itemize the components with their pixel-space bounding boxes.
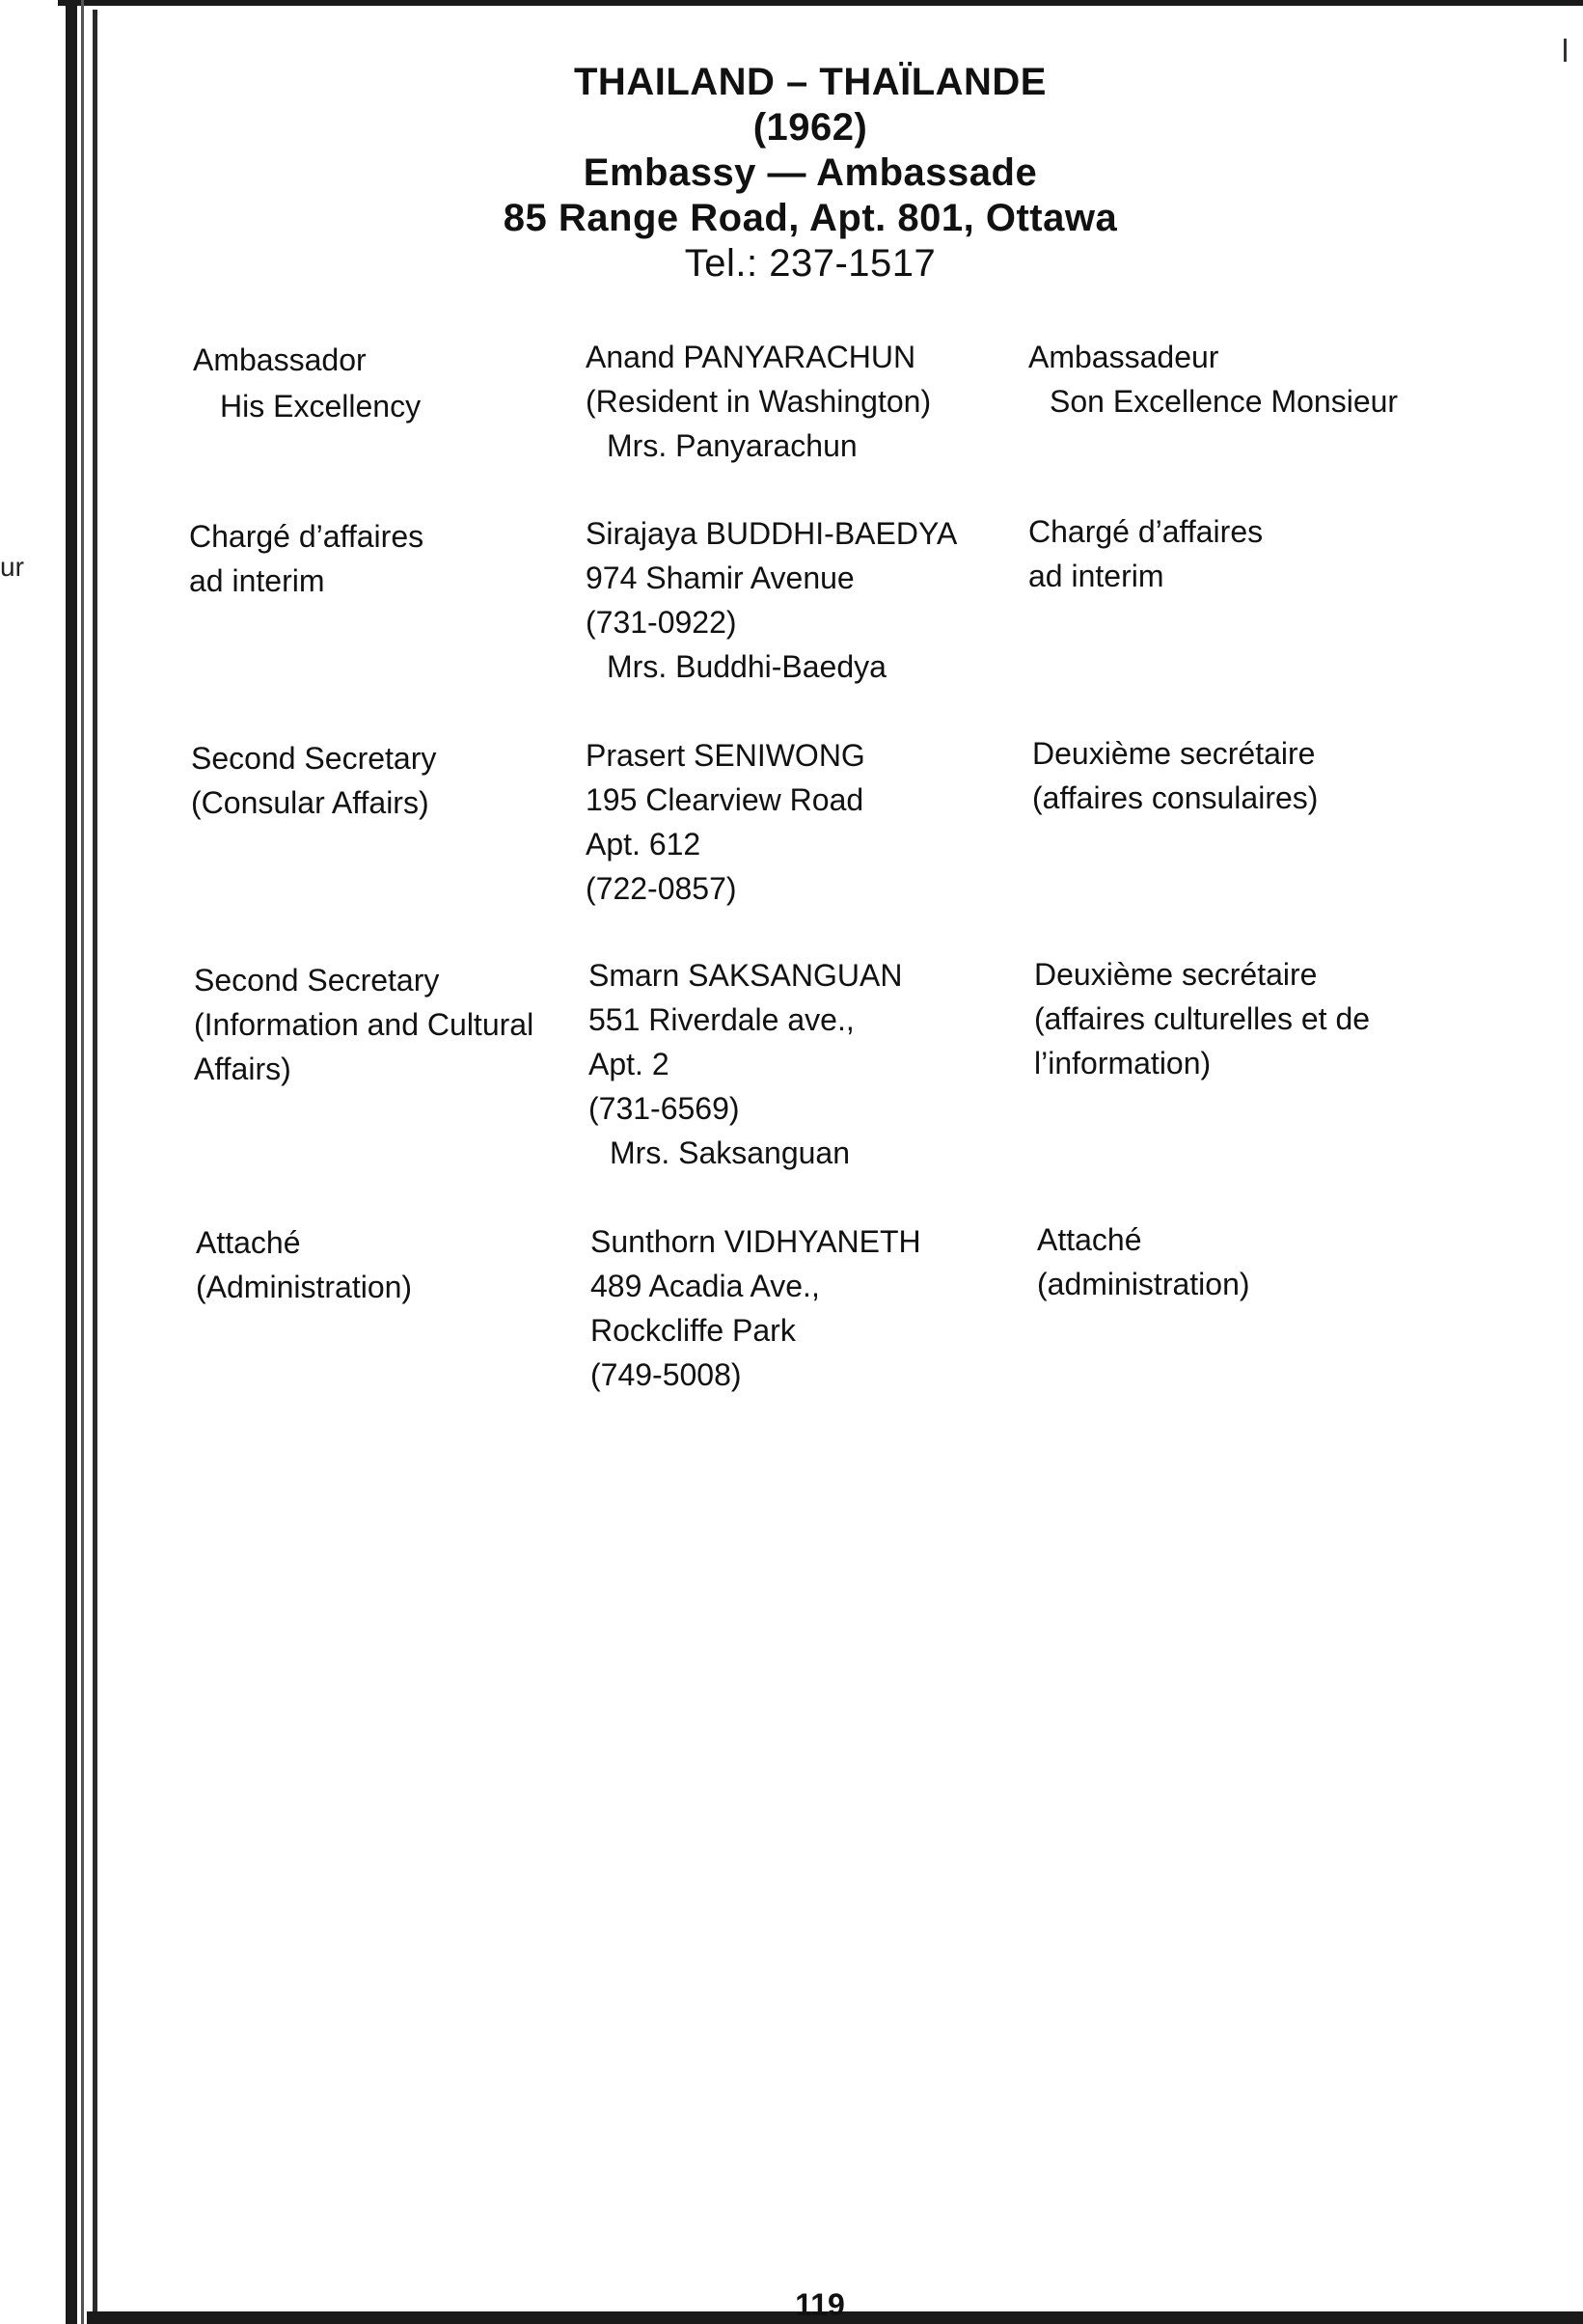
- entry-title-en: [191, 736, 436, 825]
- person-name: Sunthorn VIDHYANETH: [590, 1224, 921, 1259]
- binding-spine: [66, 0, 77, 2324]
- embassy-address: 85 Range Road, Apt. 801, Ottawa: [503, 197, 1118, 239]
- title-fr-line: (administration): [1037, 1267, 1250, 1301]
- title-en-line: Attaché: [196, 1225, 301, 1260]
- binding-spine-inner: [93, 10, 97, 2324]
- person-name: Sirajaya BUDDHI-BAEDYA: [586, 516, 958, 551]
- title-en-line: Affairs): [194, 1052, 291, 1086]
- embassy-telephone: Tel.: 237-1517: [684, 242, 937, 285]
- person-phone: (731-6569): [588, 1091, 740, 1126]
- entry-person: [590, 1219, 921, 1397]
- entry-title-fr: [1037, 1217, 1250, 1306]
- entry-person: [586, 335, 931, 468]
- person-address: 551 Riverdale ave.,: [588, 1002, 855, 1037]
- entry-title-en: [196, 1220, 412, 1309]
- title-en-line: ad interim: [189, 563, 325, 598]
- person-phone: (749-5008): [590, 1357, 742, 1392]
- person-name: Anand PANYARACHUN: [586, 340, 916, 374]
- established-year: (1962): [752, 106, 868, 149]
- title-en-line: (Information and Cultural: [194, 1007, 534, 1042]
- title-fr-line: ad interim: [1028, 559, 1164, 593]
- entry-title-en: [189, 514, 423, 603]
- scan-top-edge: [58, 0, 1583, 6]
- title-en-line: Second Secretary: [194, 963, 440, 998]
- title-fr-line: l’information): [1034, 1046, 1212, 1080]
- embassy-header: [453, 60, 1167, 287]
- entry-title-fr: [1032, 731, 1318, 820]
- entry-title-fr: [1028, 509, 1263, 598]
- entry-title-fr: [1034, 952, 1370, 1085]
- person-spouse: Mrs. Buddhi-Baedya: [607, 649, 887, 684]
- entry-title-en: [194, 958, 533, 1091]
- entry-person: [586, 733, 865, 911]
- title-en-line: (Consular Affairs): [191, 785, 429, 820]
- title-en-line: His Excellency: [220, 389, 422, 424]
- person-phone: (722-0857): [586, 871, 737, 906]
- title-en-line: Chargé d’affaires: [189, 519, 424, 554]
- title-fr-line: Deuxième secrétaire: [1034, 957, 1318, 992]
- person-name: Prasert SENIWONG: [586, 738, 865, 773]
- person-spouse: Mrs. Panyarachun: [607, 428, 858, 463]
- person-address: 974 Shamir Avenue: [586, 560, 855, 595]
- title-en-line: Ambassador: [193, 342, 367, 377]
- person-address: Rockcliffe Park: [590, 1313, 796, 1348]
- entry-title-fr: [1028, 335, 1398, 424]
- entry-person: [588, 953, 902, 1175]
- person-phone: (731-0922): [586, 605, 737, 640]
- person-address: Apt. 2: [588, 1047, 669, 1081]
- title-fr-line: Son Excellence Monsieur: [1050, 384, 1399, 419]
- person-address: 489 Acadia Ave.,: [590, 1269, 820, 1303]
- entry-title-en: [193, 338, 421, 428]
- title-fr-line: (affaires consulaires): [1032, 780, 1319, 815]
- person-address: Apt. 612: [586, 827, 701, 861]
- title-fr-line: Attaché: [1037, 1222, 1142, 1257]
- scan-mark: [1564, 39, 1567, 62]
- title-fr-line: Deuxième secrétaire: [1032, 736, 1316, 771]
- person-spouse: Mrs. Saksanguan: [610, 1135, 851, 1170]
- entry-person: [586, 511, 957, 689]
- title-en-line: (Administration): [196, 1270, 413, 1304]
- person-address: 195 Clearview Road: [586, 782, 864, 817]
- page-number: 119: [795, 2287, 845, 2322]
- person-detail: (Resident in Washington): [586, 384, 932, 419]
- title-fr-line: Ambassadeur: [1028, 340, 1219, 374]
- title-en-line: Second Secretary: [191, 741, 437, 776]
- title-fr-line: Chargé d’affaires: [1028, 514, 1264, 549]
- binding-spine-edge: [81, 0, 84, 2324]
- title-fr-line: (affaires culturelles et de: [1034, 1001, 1371, 1036]
- margin-text-fragment: ur: [0, 552, 24, 582]
- mission-type: Embassy — Ambassade: [583, 151, 1038, 194]
- person-name: Smarn SAKSANGUAN: [588, 958, 903, 993]
- country-title: THAILAND – THAÏLANDE: [574, 61, 1047, 103]
